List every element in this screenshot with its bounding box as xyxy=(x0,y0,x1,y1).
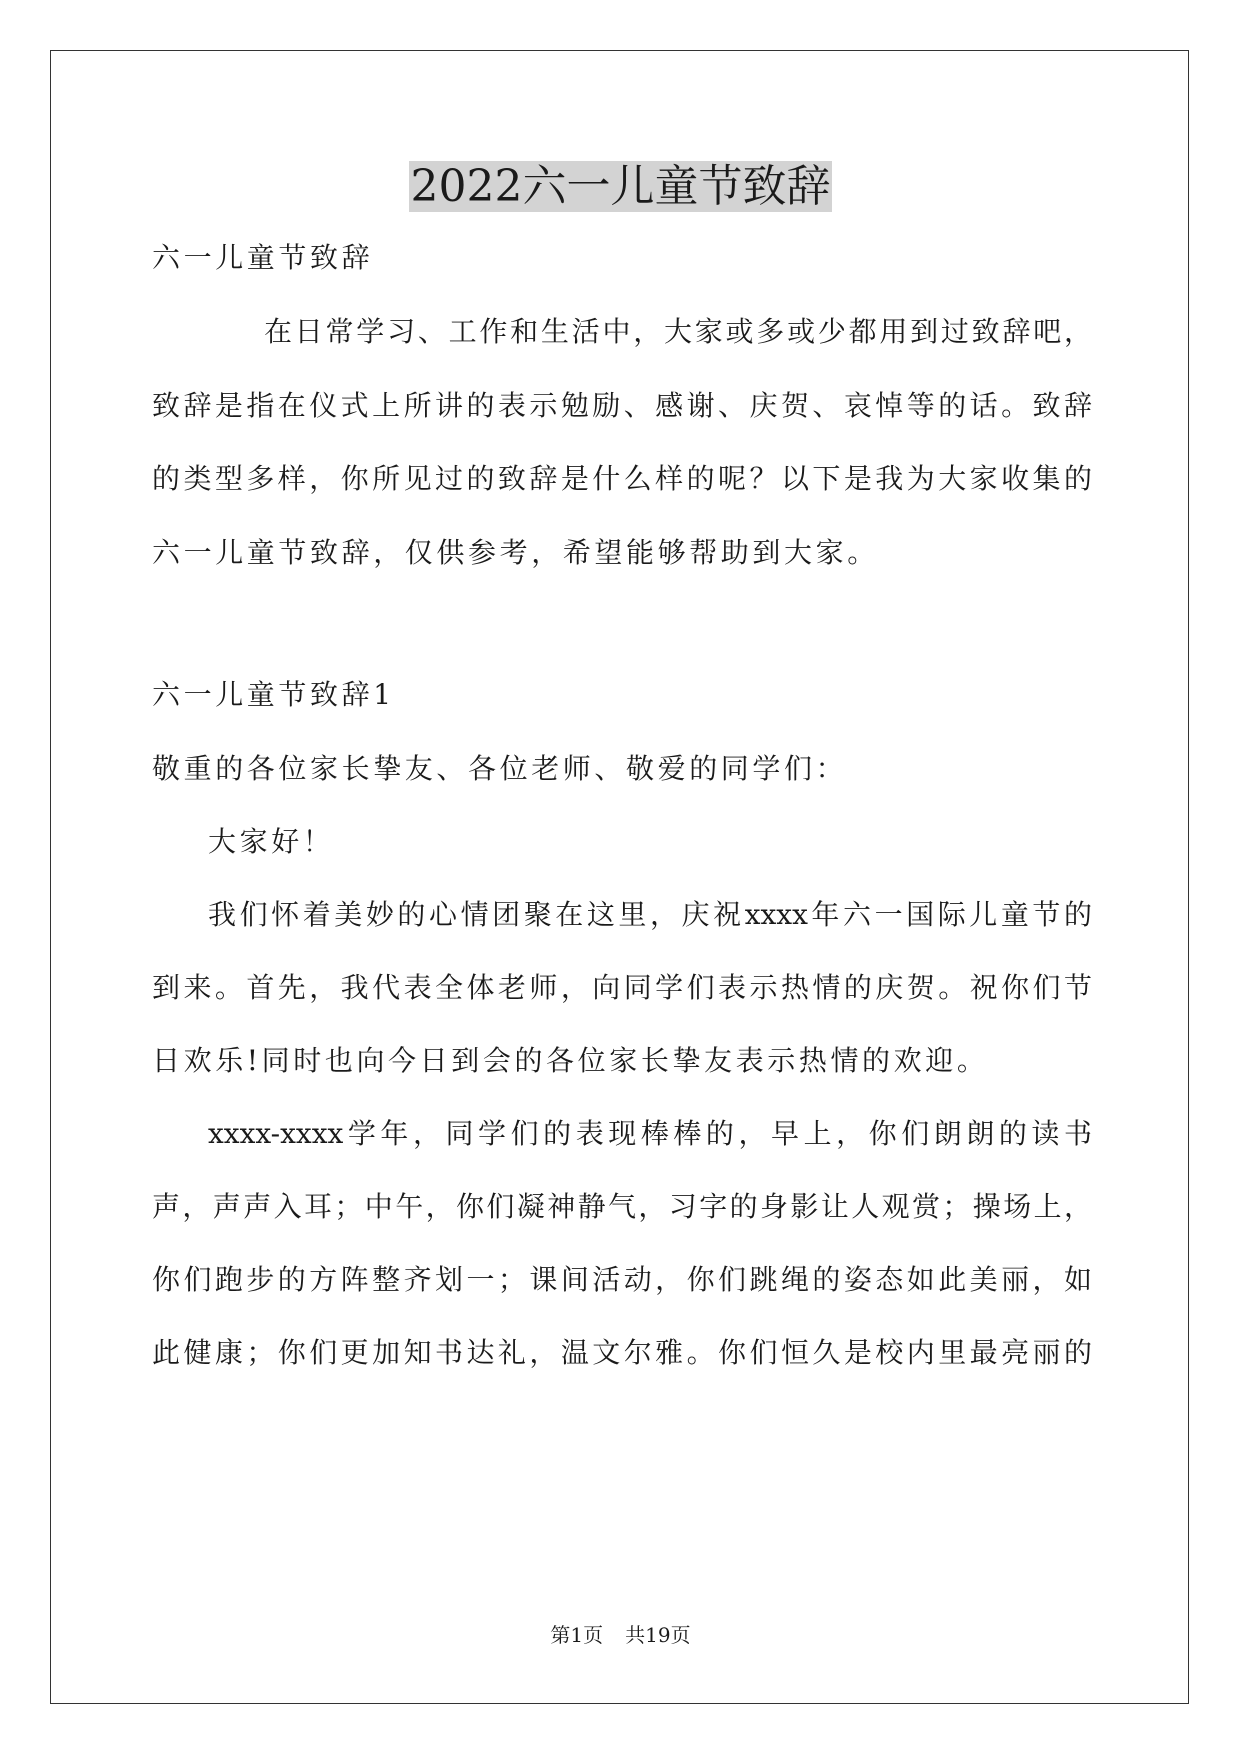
paragraph-line: 声，声声入耳；中午，你们凝神静气，习字的身影让人观赏；操场上， xyxy=(152,1190,1092,1223)
title-highlight: 2022六一儿童节致辞 xyxy=(410,161,831,212)
greeting-line: 大家好！ xyxy=(208,825,335,858)
paragraph-line: 六一儿童节致辞，仅供参考，希望能够帮助到大家。 xyxy=(152,536,879,569)
salutation-line: 敬重的各位家长挚友、各位老师、敬爱的同学们： xyxy=(152,752,848,785)
paragraph-line: 到来。首先，我代表全体老师，向同学们表示热情的庆贺。祝你们节 xyxy=(152,971,1092,1004)
page-number: 第1页 xyxy=(550,1623,604,1647)
page-total: 共19页 xyxy=(625,1623,691,1647)
paragraph-line: xxxx-xxxx学年，同学们的表现棒棒的，早上，你们朗朗的读书 xyxy=(208,1117,1092,1150)
page-footer xyxy=(0,1622,1241,1648)
paragraph-line: 日欢乐!同时也向今日到会的各位家长挚友表示热情的欢迎。 xyxy=(152,1044,989,1077)
paragraph-line: 致辞是指在仪式上所讲的表示勉励、感谢、庆贺、哀悼等的话。致辞 xyxy=(152,389,1092,422)
paragraph-line: 此健康；你们更加知书达礼，温文尔雅。你们恒久是校内里最亮丽的 xyxy=(152,1336,1092,1369)
page-border xyxy=(50,50,1189,1704)
section-heading: 六一儿童节致辞 xyxy=(152,241,374,274)
paragraph-line: 的类型多样，你所见过的致辞是什么样的呢？以下是我为大家收集的 xyxy=(152,462,1092,495)
paragraph-line: 我们怀着美妙的心情团聚在这里，庆祝xxxx年六一国际儿童节的 xyxy=(208,898,1092,931)
paragraph-line: 在日常学习、工作和生活中，大家或多或少都用到过致辞吧， xyxy=(264,315,1092,348)
section-heading: 六一儿童节致辞1 xyxy=(152,678,395,711)
document-title xyxy=(0,157,1241,217)
paragraph-line: 你们跑步的方阵整齐划一；课间活动，你们跳绳的姿态如此美丽，如 xyxy=(152,1263,1092,1296)
